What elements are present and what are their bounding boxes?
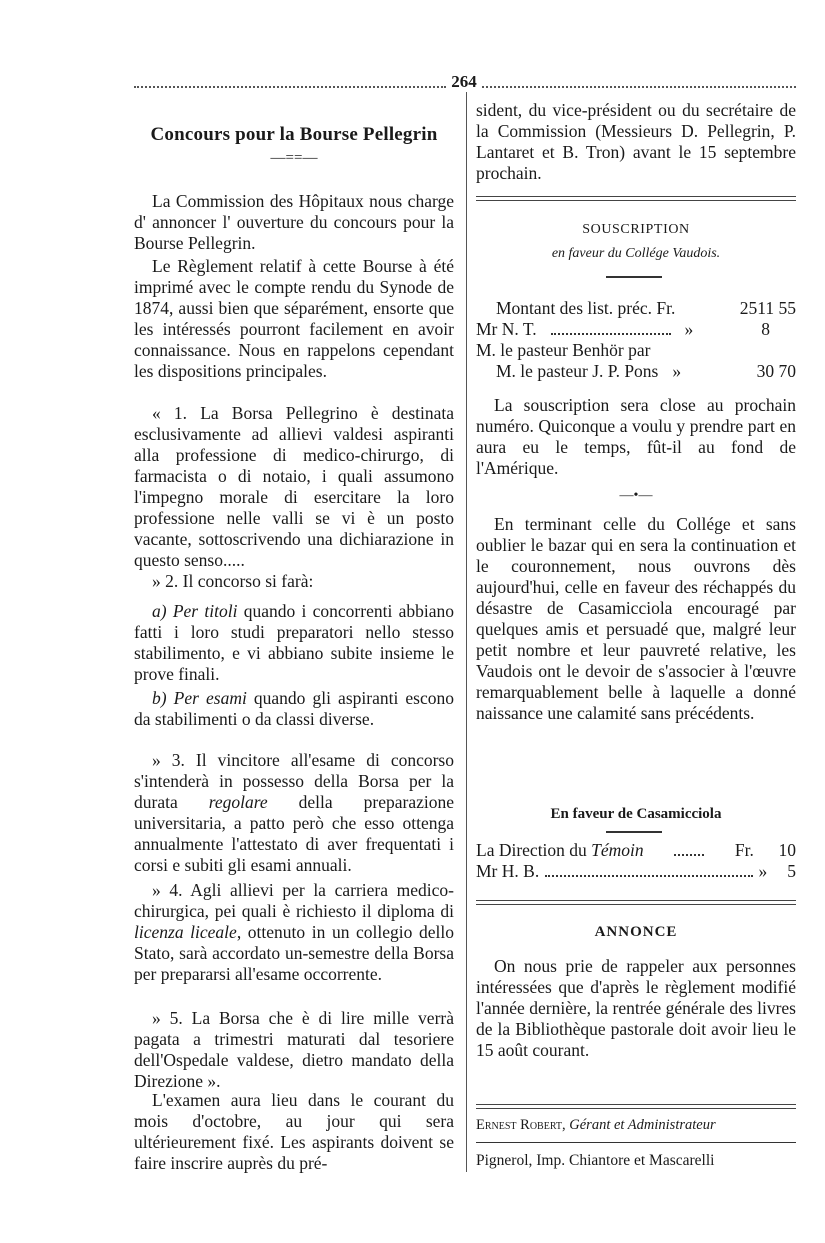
entry-currency: Fr. xyxy=(734,840,754,860)
paragraph-6-text: quando gli aspiranti escono da stabilimenti o da classi diverse. xyxy=(134,688,454,729)
casamicciola-entry xyxy=(476,861,796,882)
casamicciola-list xyxy=(476,840,796,882)
continuation-text xyxy=(476,100,796,184)
paragraph-6-label: b) Per esami xyxy=(152,688,247,708)
annonce-text-content: On nous prie de rappeler aux personnes intéressées que d'après le règlement modifié l'année dernière, la rentrée générale des livres de la Bibliothèque pastorale doit avoir lieu le 15 août courant. xyxy=(476,956,796,1060)
paragraph-3 xyxy=(134,403,454,571)
leader-dots xyxy=(674,840,704,856)
casamicciola-title: En faveur de Casamicciola xyxy=(550,806,722,822)
paragraph-9 xyxy=(134,1008,454,1092)
short-rule-1 xyxy=(606,276,662,278)
souscription-subtitle: en faveur du Collége Vaudois. xyxy=(551,246,721,261)
paragraph-6 xyxy=(134,688,454,730)
article-title: Concours pour la Bourse Pellegrin xyxy=(150,124,438,145)
entry-label: La Direction du xyxy=(476,840,592,860)
paragraph-4-text: » 2. Il concorso si farà: xyxy=(152,571,314,591)
entry-marker: » xyxy=(684,319,694,339)
section-rule-2 xyxy=(476,900,796,905)
entry-label-italic: Témoin xyxy=(591,840,644,860)
entry-amount: 8 xyxy=(761,319,770,339)
continuation-text-content: sident, du vice-président ou du secrétaire de la Commission (Messieurs D. Pellegrin, P. Lantaret et B. Tron) avant le 15 septembre prochain. xyxy=(476,100,796,183)
footer-printer: Pignerol, Imp. Chiantore et Mascarelli xyxy=(476,1152,715,1169)
entry-currency: » xyxy=(758,861,768,881)
paragraph-5-text: quando i concorrenti abbiano fatti i loro studi preparatori nello stesso stabilimento, e vi abbiano subite insieme le prove finali. xyxy=(134,601,454,684)
entry-amount: 10 xyxy=(778,840,796,860)
subscription-entry xyxy=(496,361,796,382)
paragraph-5-label: a) Per titoli xyxy=(152,601,238,621)
entry-label: Montant des list. préc. Fr. xyxy=(496,298,676,318)
leader-dots xyxy=(545,861,752,877)
paragraph-5 xyxy=(134,601,454,685)
footer-role: Gérant et Administrateur xyxy=(565,1117,716,1133)
paragraph-1-text: La Commission des Hôpitaux nous charge d' annoncer l' ouverture du concours pour la Bourse Pellegrin. xyxy=(134,191,454,253)
title-ornament: —==— xyxy=(270,150,318,166)
entry-amount: 2511 55 xyxy=(739,298,796,318)
section-rule-1 xyxy=(476,196,796,201)
closing-note xyxy=(476,395,796,479)
entry-label: M. le pasteur Benhör par xyxy=(476,340,651,360)
paragraph-8-italic: licenza liceale xyxy=(134,922,237,942)
page-number: 264 xyxy=(446,72,482,92)
column-divider xyxy=(466,92,467,1172)
header-rule-left xyxy=(134,86,446,88)
header-rule-right xyxy=(482,86,796,88)
annonce-title: ANNONCE xyxy=(594,924,678,940)
casamicciola-paragraph-text: En terminant celle du Collége et sans oublier le bazar qui en sera la continuation et le couronnement, nous ouvrons dès aujourd'hui, celle en faveur des réchappés du désastre de Casamicciola encouragé par quelques amis et persuadé que, malgré leur petit nombre et leur pauvreté relative, les Vaudois ont le devoir de s'associer à l'œuvre remarquablement belle à laquelle a donné naissance une calamité sans précédents. xyxy=(476,514,796,723)
paragraph-7-text-a: » 3. Il vincitore all'esame di concorso s'intenderà in possesso della Borsa per la durata xyxy=(134,750,454,812)
paragraph-7 xyxy=(134,750,454,876)
footer-name: Ernest Robert, xyxy=(476,1117,566,1133)
paragraph-2 xyxy=(134,256,454,382)
footer-credit xyxy=(476,1116,806,1134)
paragraph-10-text: L'examen aura lieu dans le courant du mois d'octobre, au jour qui sera ultérieurement fixé. Les aspirants doivent se faire inscrire auprès du pré- xyxy=(134,1090,454,1173)
entry-label: M. le pasteur J. P. Pons xyxy=(496,361,659,381)
paragraph-1 xyxy=(134,191,454,254)
paragraph-10 xyxy=(134,1090,454,1174)
paragraph-7-italic: regolare xyxy=(208,792,268,812)
paragraph-2-text: Le Règlement relatif à cette Bourse à été imprimé avec le compte rendu du Synode de 1874, aussi bien que séparément, ensorte que les intéressés pourront facilement en avoir connaissance. Nous en rappelons cependant les dispositions principales. xyxy=(134,256,454,381)
paragraph-7-text-b: della preparazione universitaria, a patto però che esso ottenga annualmente l'attestato di aver frequentati i corsi e subiti gli esami annuali. xyxy=(134,792,454,875)
ornament: —•— xyxy=(619,488,653,503)
paragraph-3-text: « 1. La Borsa Pellegrino è destinata esclusivamente ad allievi valdesi aspiranti alla professione di medico-chirurgo, di farmacista o di notaio, i quali assumono l'impegno morale di esercitare la loro professione nelle valli se vi è un posto vacante, sottoscrivendo una dichiarazione in questo senso..... xyxy=(134,403,454,570)
subscription-list xyxy=(476,298,796,382)
closing-note-text: La souscription sera close au prochain numéro. Quiconque a voulu y prendre part en aura eu le temps, fût-il au fond de l'Amérique. xyxy=(476,395,796,478)
entry-amount: 30 70 xyxy=(756,361,796,381)
paragraph-9-text: » 5. La Borsa che è di lire mille verrà pagata a trimestri maturati dal tesoriere dell'Ospedale valdese, dietro mandato della Direzione ». xyxy=(134,1008,454,1091)
annonce-text xyxy=(476,956,796,1061)
paragraph-8-text-a: » 4. Agli allievi per la carriera medico-chirurgica, pei quali è richiesto il diploma di xyxy=(134,880,454,921)
section-rule-3 xyxy=(476,1104,796,1109)
entry-amount: 5 xyxy=(787,861,796,881)
leader-dots xyxy=(551,319,671,335)
subscription-entry xyxy=(476,319,796,340)
paragraph-4 xyxy=(134,571,454,592)
short-rule-2 xyxy=(606,831,662,833)
subscription-entry xyxy=(476,340,796,361)
souscription-title: SOUSCRIPTION xyxy=(582,222,690,237)
subscription-entry xyxy=(496,298,796,319)
entry-label-wrap xyxy=(476,840,644,861)
entry-label: Mr H. B. xyxy=(476,861,540,881)
footer-rule xyxy=(476,1142,796,1143)
paragraph-8-text-b: , ottenuto in un collegio dello Stato, sarà accordato un-semestre della Borsa per prepararsi all'esame occorrente. xyxy=(134,922,454,984)
paragraph-8 xyxy=(134,880,454,985)
casamicciola-paragraph xyxy=(476,514,796,724)
entry-label: Mr N. T. xyxy=(476,319,537,339)
casamicciola-entry xyxy=(476,840,796,861)
entry-marker: » xyxy=(672,361,682,381)
